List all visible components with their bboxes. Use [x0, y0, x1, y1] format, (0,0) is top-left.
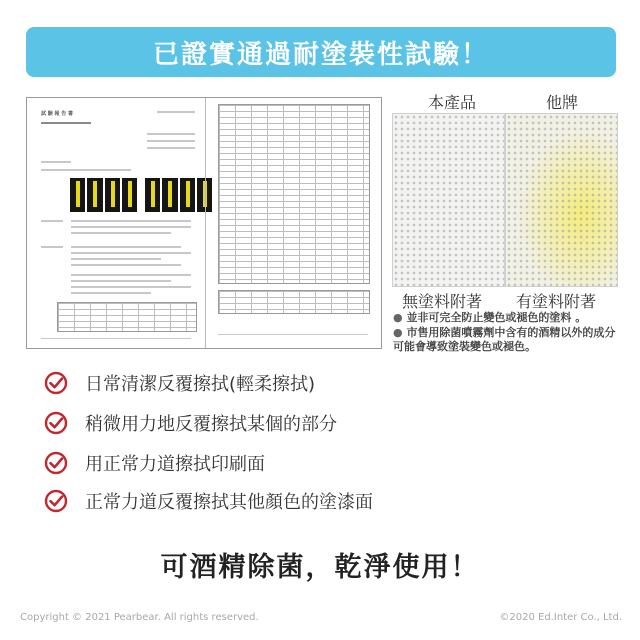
check-circle-icon: [44, 411, 68, 435]
note-1: ● 並非可完全防止變色或褪色的塗料 。: [393, 311, 587, 324]
result-table: [218, 104, 370, 284]
headline: 可酒精除菌，乾淨使用！: [160, 552, 480, 583]
title-banner: [26, 27, 616, 77]
test-item: [44, 408, 337, 438]
test-strip-photos: [70, 178, 212, 212]
other-brand-label: 他牌: [546, 93, 579, 112]
note-2: ● 市售用除菌噴霧劑中含有的酒精以外的成分可能會導致塗裝變色或褪色。: [393, 326, 616, 353]
product-label: 本產品: [428, 93, 477, 112]
test-item: [44, 448, 265, 478]
report-page-right: [206, 98, 381, 348]
test-item: [44, 486, 373, 516]
product-caption: 無塗料附著: [402, 292, 483, 311]
other-brand-swatch-photo: [505, 113, 618, 287]
check-circle-icon: [44, 371, 68, 395]
test-item-label: 日常清潔反覆擦拭(輕柔擦拭): [85, 374, 316, 395]
test-item-label: 用正常力道擦拭印刷面: [85, 454, 265, 475]
test-item-label: 正常力道反覆擦拭其他顏色的塗漆面: [85, 492, 373, 513]
report-page-left: [27, 98, 205, 348]
footer-copyright-right: ©2020 Ed.Inter Co., Ltd.: [499, 612, 622, 623]
check-circle-icon: [44, 451, 68, 475]
test-item-label: 稍微用力地反覆擦拭某個的部分: [85, 414, 337, 435]
check-circle-icon: [44, 489, 68, 513]
other-brand-caption: 有塗料附著: [516, 292, 597, 311]
product-swatch-photo: [392, 113, 505, 287]
test-item: [44, 368, 315, 398]
footer-copyright-left: Copyright © 2021 Pearbear. All rights reserved.: [20, 612, 259, 623]
report-title: 試 験 報 告 書: [41, 111, 73, 117]
banner-title: 已證實通過耐塗裝性試驗！: [152, 39, 489, 70]
test-report-image: [26, 97, 382, 349]
